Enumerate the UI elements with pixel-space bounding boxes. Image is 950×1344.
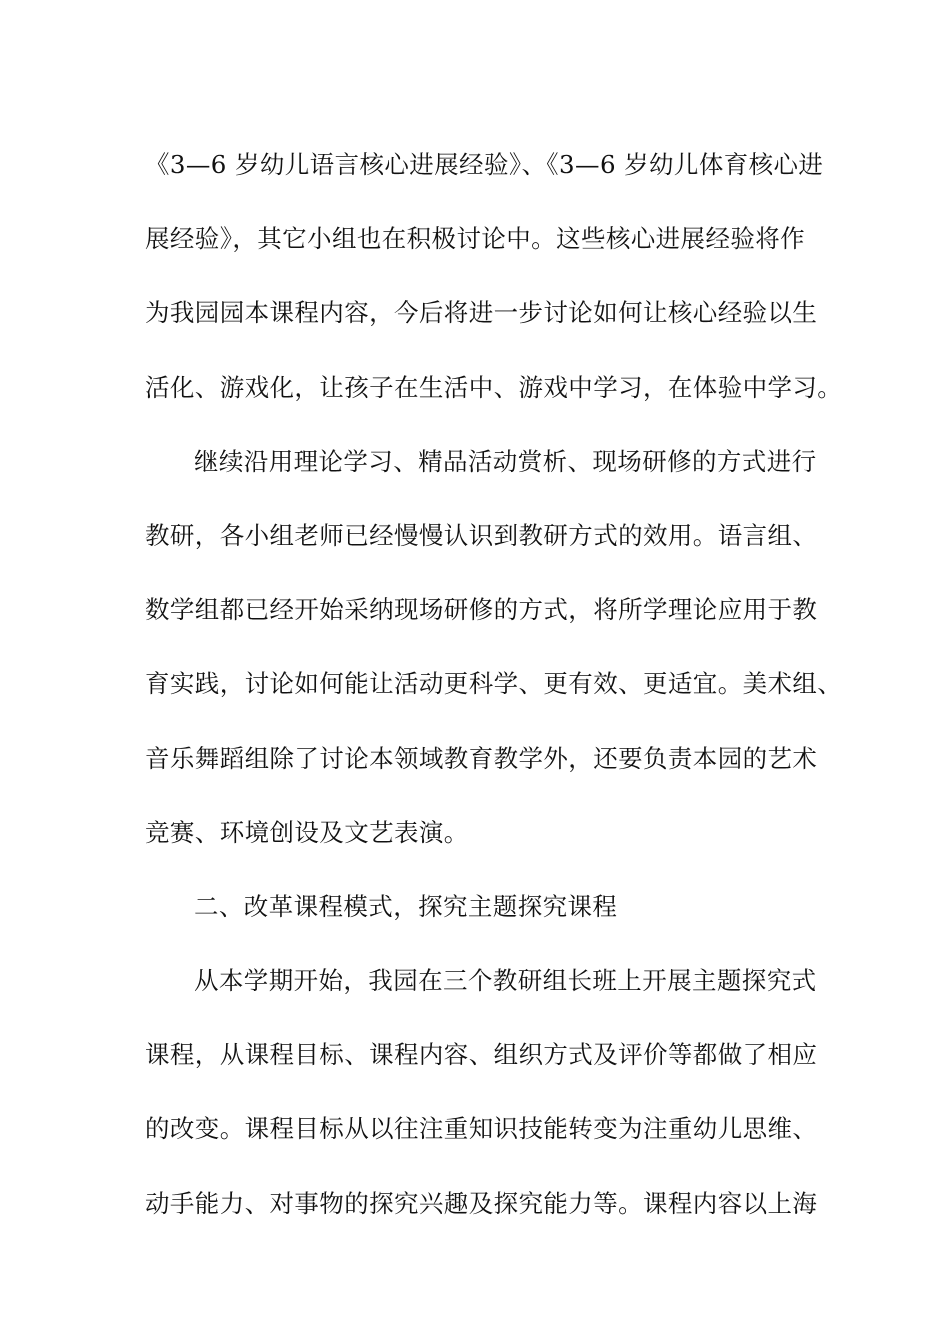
text-line-2: 展经验》，其它小组也在积极讨论中。这些核心进展经验将作 xyxy=(145,224,806,254)
text-line-9: 音乐舞蹈组除了讨论本领域教育教学外，还要负责本园的艺术 xyxy=(145,743,818,773)
text-line-15: 动手能力、对事物的探究兴趣及探究能力等。课程内容以上海 xyxy=(145,1188,818,1218)
text-line-10: 竞赛、环境创设及文艺表演。 xyxy=(145,817,469,847)
text-line-12: 从本学期开始，我园在三个教研组长班上开展主题探究式 xyxy=(194,966,817,996)
text-line-14: 的改变。课程目标从以往注重知识技能转变为注重幼儿思维、 xyxy=(145,1114,818,1144)
text-line-8: 育实践，讨论如何能让活动更科学、更有效、更适宜。美术组、 xyxy=(145,669,843,699)
text-line-6: 教研，各小组老师已经慢慢认识到教研方式的效用。语言组、 xyxy=(145,520,818,550)
text-line-3: 为我园园本课程内容，今后将进一步讨论如何让核心经验以生 xyxy=(145,298,818,328)
text-line-7: 数学组都已经开始采纳现场研修的方式，将所学理论应用于教 xyxy=(145,595,818,625)
document-body xyxy=(145,128,843,1241)
text-line-5: 继续沿用理论学习、精品活动赏析、现场研修的方式进行 xyxy=(194,446,817,476)
text-line-1: 《3—6 岁幼儿语言核心进展经验》、《3—6 岁幼儿体育核心进 xyxy=(145,150,824,179)
text-line-13: 课程，从课程目标、课程内容、组织方式及评价等都做了相应 xyxy=(145,1040,818,1070)
text-line-4: 活化、游戏化，让孩子在生活中、游戏中学习，在体验中学习。 xyxy=(145,372,843,402)
section-heading: 二、改革课程模式，探究主题探究课程 xyxy=(194,891,618,921)
